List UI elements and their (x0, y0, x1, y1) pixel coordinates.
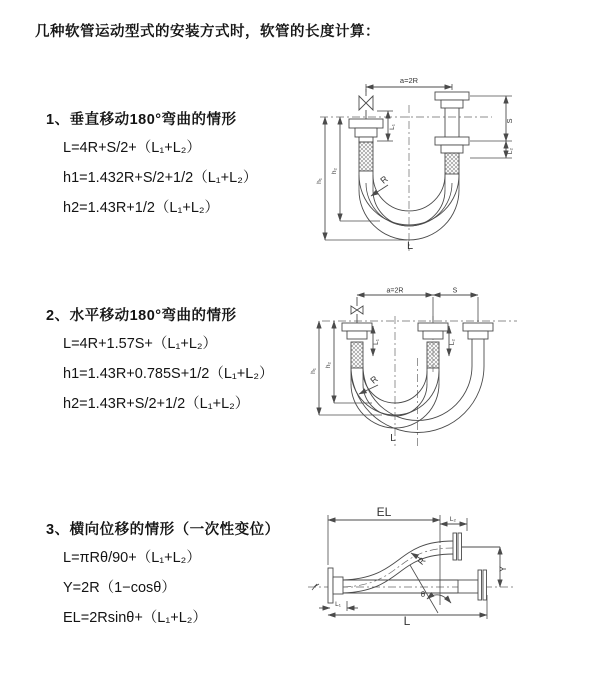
right-flange (458, 570, 487, 600)
page-title: 几种软管运动型式的安装方式时，软管的长度计算： (35, 24, 380, 40)
dim-label-l1: L₁ (335, 601, 341, 608)
dim-label-s: S (505, 118, 514, 124)
dimension-a2r-s (357, 288, 478, 323)
dimension-L (328, 595, 487, 628)
dim-label-l2: L₂ (449, 516, 457, 523)
dim-label-h2: h₂ (331, 167, 338, 175)
left-flange (328, 568, 343, 603)
valve-icon (359, 89, 373, 119)
dimension-a2r (366, 76, 452, 92)
dim-label-h1: h₁ (310, 368, 317, 374)
dimension-l1 (373, 326, 380, 356)
formula-line: h1=1.432R+S/2+1/2（L₁+L₂） (63, 170, 258, 186)
dim-label-r: R (415, 555, 428, 567)
formula-line: L=4R+1.57S+（L₁+L₂） (63, 336, 218, 352)
section-3-heading: 3、横向位移的情形（一次性变位） (46, 522, 280, 538)
dimension-l2 (449, 326, 456, 356)
formula-line: Y=2R（1−cosθ） (63, 580, 176, 596)
dimension-l1 (319, 601, 358, 611)
formula-line: L=πRθ/90+（L₁+L₂） (63, 550, 201, 566)
section-1-heading: 1、垂直移动180°弯曲的情形 (46, 112, 237, 128)
dim-label-l2: L₂ (449, 338, 456, 346)
dim-label-l1: L₁ (389, 124, 396, 130)
dim-label-theta: θ (420, 590, 426, 599)
left-flange (349, 119, 383, 171)
dim-label-y: Y (498, 565, 508, 573)
dim-label-a2r: a=2R (399, 76, 419, 85)
dim-label-el: EL (376, 505, 392, 519)
formula-line: EL=2Rsinθ+（L₁+L₂） (63, 610, 207, 626)
dim-label-r: R (368, 373, 380, 386)
middle-flange (418, 323, 448, 368)
dimension-s-l2 (470, 96, 514, 158)
right-flange (435, 92, 469, 174)
dim-label-r: R (378, 173, 390, 186)
valve-icon (351, 297, 363, 323)
diagram-vertical-180-bend (300, 63, 535, 258)
centerlines (320, 105, 492, 251)
dim-label-l1: L₁ (373, 339, 380, 345)
diagram-horizontal-180-bend (312, 286, 547, 456)
dimension-l2 (440, 516, 467, 531)
section-2 (46, 304, 273, 419)
formula-line: h2=1.43R+1/2（L₁+L₂） (63, 200, 220, 216)
dim-label-l2: L₂ (507, 147, 514, 155)
raised-flange (453, 533, 500, 560)
left-flange (342, 323, 372, 368)
dim-label-L: L (403, 614, 411, 628)
dimension-el (328, 505, 440, 565)
dim-label-a2r: a=2R (386, 287, 404, 295)
formula-line: L=4R+S/2+（L₁+L₂） (63, 140, 201, 156)
dim-label-h1: h₁ (316, 178, 323, 184)
dim-label-L: L (406, 240, 414, 252)
section-3 (46, 518, 280, 633)
formula-line: h2=1.43R+S/2+1/2（L₁+L₂） (63, 396, 250, 412)
formula-line: h1=1.43R+0.785S+1/2（L₁+L₂） (63, 366, 274, 382)
hose-curves (343, 541, 458, 593)
dim-label-s: S (452, 287, 458, 295)
diagram-lateral-displacement (303, 503, 578, 628)
shifted-flange (463, 323, 493, 366)
section-2-heading: 2、水平移动180°弯曲的情形 (46, 308, 237, 324)
dimension-h1-h2 (310, 321, 382, 415)
dim-label-h2: h₂ (325, 361, 332, 369)
section-1 (46, 108, 257, 223)
dim-label-L: L (390, 433, 396, 444)
dimension-y (498, 547, 508, 587)
